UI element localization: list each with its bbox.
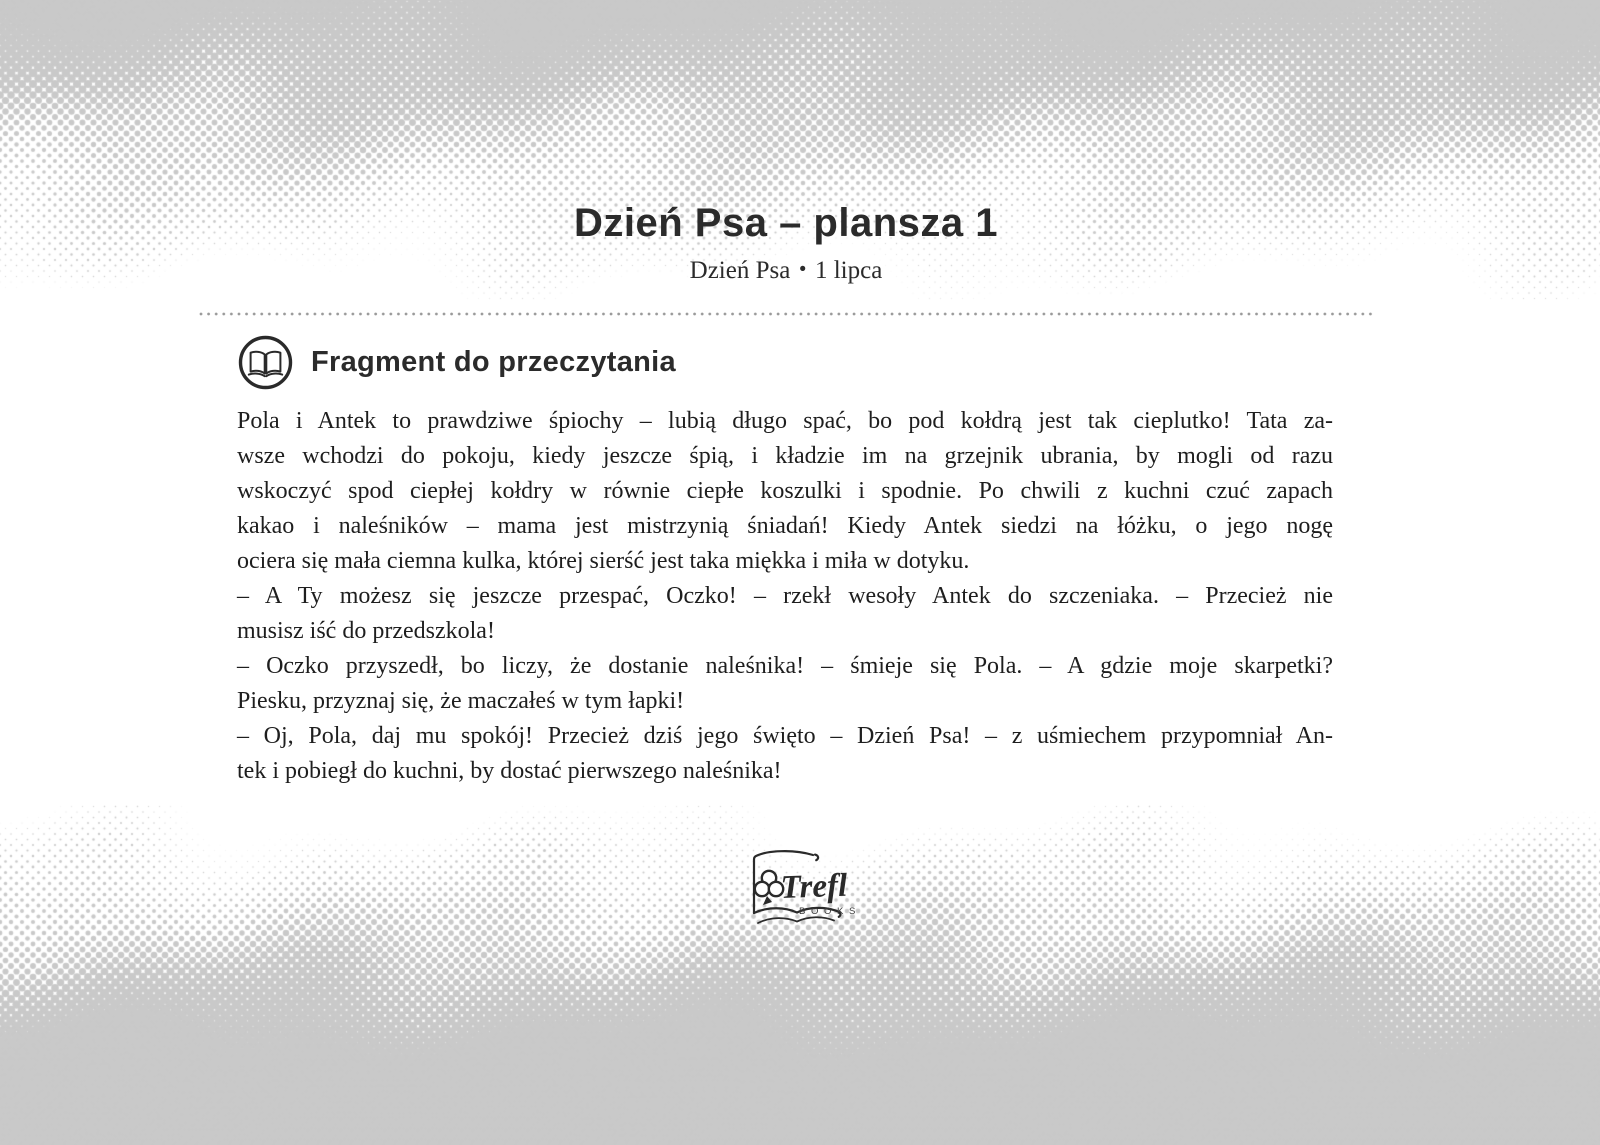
reading-line: musisz iść do przedszkola! [237, 618, 495, 644]
subtitle-date: 1 lipca [814, 257, 883, 284]
reading-line: – Oj, Pola, daj mu spokój! Przecież dziś jego święto – Dzień Psa! – z uśmiechem przypomniał An- [237, 723, 1333, 749]
logo-books-text: B O O K S [799, 906, 857, 917]
reading-line: wskoczyć spod ciepłej kołdry w równie ciepłe koszulki i spodnie. Po chwili z kuchni czuć zapach [237, 478, 1333, 504]
subtitle-holiday: Dzień Psa [689, 257, 791, 284]
reading-line: – A Ty możesz się jeszcze przespać, Oczko! – rzekł wesoły Antek do szczeniaka. – Przecież nie [237, 583, 1333, 609]
page-content [199, 0, 1373, 1145]
club-icon [755, 871, 783, 905]
dotted-divider [199, 312, 1373, 316]
trefl-books-logo [741, 846, 861, 934]
reading-line: Piesku, przyznaj się, że maczałeś w tym łapki! [237, 688, 685, 714]
section-heading: Fragment do przeczytania [311, 345, 676, 378]
reading-line: kakao i naleśników – mama jest mistrzynią śniadań! Kiedy Antek siedzi na łóżku, o jego nogę [237, 513, 1333, 539]
page-subtitle [199, 257, 1373, 285]
reading-text [237, 404, 1333, 789]
section-header [237, 334, 676, 390]
logo-brand-text: Trefl [780, 867, 848, 906]
reading-line: – Oczko przyszedł, bo liczy, że dostanie naleśnika! – śmieje się Pola. – A gdzie moje skarpetki? [237, 653, 1333, 679]
reading-line: wsze wchodzi do pokoju, kiedy jeszcze śpią, i kładzie im na grzejnik ubrania, by mogli od razu [237, 443, 1333, 469]
bullet-separator-icon: • [799, 259, 806, 280]
open-book-icon [237, 334, 294, 391]
reading-line: ociera się mała ciemna kulka, której sierść jest taka miękka i miła w dotyku. [237, 548, 970, 574]
reading-line: Pola i Antek to prawdziwe śpiochy – lubią długo spać, bo pod kołdrą jest tak cieplutko! Tata za- [237, 408, 1333, 434]
reading-line: tek i pobiegł do kuchni, by dostać pierwszego naleśnika! [237, 758, 782, 784]
page-title: Dzień Psa – plansza 1 [573, 201, 998, 245]
